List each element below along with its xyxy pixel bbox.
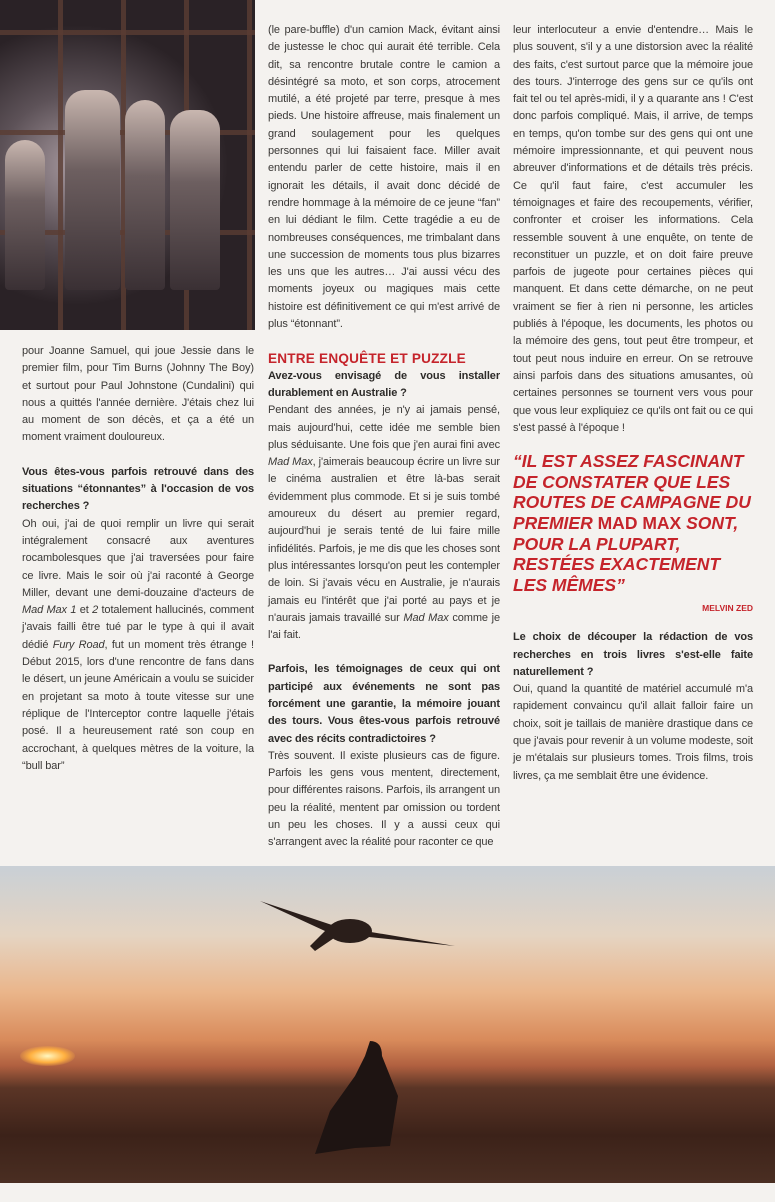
interview-question xyxy=(268,368,500,403)
article-column-3 xyxy=(513,22,753,437)
interview-question xyxy=(22,464,254,516)
text: , j'aimerais beaucoup écrire un livre sur le cinéma australien et être là-bas serait évidemment plus commode. Et si je suis tombé amoureux du désert au premier regard, aujourd'hui je serais tenté de lui faire mille infidélités. Parfois, je me dis que les choses sont plus intéressantes lorsqu'on peut les contempler de loin. Si j'avais vécu en Australie, je n'aurais jamais eu l'intérêt que j'ai porté au pays et je n'aurais jamais travaillé sur xyxy=(268,456,500,624)
paragraph xyxy=(513,681,753,785)
paragraph xyxy=(22,516,254,775)
film-still-costumed-actors xyxy=(0,0,255,330)
figure xyxy=(170,110,220,290)
paragraph xyxy=(268,22,500,333)
figure xyxy=(65,90,120,290)
text: comme je l'ai fait. xyxy=(268,611,501,642)
section-heading xyxy=(268,350,500,367)
text: totalement hallucinés, comment j'avais failli être tué par le type à qui il avait dédié xyxy=(22,604,254,651)
italic-title: Mad Max 1 xyxy=(22,604,77,617)
sun xyxy=(20,1046,75,1066)
paragraph xyxy=(22,343,254,447)
article-column-2 xyxy=(268,22,500,852)
figure-in-cloak xyxy=(310,1036,405,1156)
paragraph xyxy=(513,22,753,437)
text: Avez-vous envisagé de vous installer durablement en Australie ? xyxy=(268,369,500,399)
text: pour Joanne Samuel, qui joue Jessie dans le premier film, pour Tim Burns (Johnny The Boy) et surtout pour Paul Johnstone (Cundalini) qui nous a quittés l'année dernière. J'étais chez lui au moment de son décès, et ça a été un moment vraiment douloureux. xyxy=(22,345,254,444)
film-still-desert-sunset xyxy=(0,866,775,1183)
figure xyxy=(125,100,165,290)
text: leur interlocuteur a envie d'entendre… Mais le plus souvent, s'il y a une distorsion avec la réalité des faits, c'est surtout parce que la mémoire joue des tours. J'interroge des gens sur ce qu'ils ont fait tel ou tel après-midi, il y a quarante ans ! C'est donc parfois compliqué. Mais, il arrive, de temps en temps, qu'on tombe sur des gens qui ont une mémoire impressionnante, et qui peuvent nous abreuver d'informations et de détails très précis. Ce qu'il faut faire, c'est accumuler les témoignages et faire des recoupements, vérifier, confronter et croiser les informations. Cela ressemble souvent à une enquête, on tente de reconstituer un puzzle, et on doit faire preuve parfois de jugeote pour certaines pièces qui manquent. Et dans cette démarche, on ne peut vraiment se fier à rien ni personne, les articles publiés à l'époque, les documents, les photos ou la mémoire des gens, tout peut être trompeur, et tout peut nous induire en erreur. On se retrouve ainsi parfois dans des situations amusantes, où certaines personnes se tournent vers vous pour que vous leur expliquiez ce qu'ils ont fait ou ce qui s'est passé à l'époque ! xyxy=(513,24,753,434)
article-column-1 xyxy=(22,343,254,775)
text: Très souvent. Il existe plusieurs cas de figure. Parfois les gens vous mentent, directement, pour différentes raisons. Parfois, ils arrangent un peu la réalité, mentent par omission ou tordent un peu les choses. Il y a aussi ceux qui s'arrangent avec la réalité pour raconter ce que xyxy=(268,749,500,849)
interview-question xyxy=(513,629,753,681)
italic-title: Mad Max xyxy=(268,456,313,469)
pull-quote-text-end: SONT, POUR LA PLUPART, RESTÉES EXACTEMENT LES MÊMES” xyxy=(513,512,739,595)
text: Parfois, les témoignages de ceux qui ont participé aux événements ne sont pas forcément une garantie, la mémoire jouant des tours. Vous êtes-vous parfois retrouvé avec des récits contradictoires ? xyxy=(268,663,500,745)
left-column xyxy=(0,0,255,775)
italic-title: Fury Road xyxy=(52,638,105,651)
text: Oh oui, j'ai de quoi remplir un livre qui serait intégralement consacré aux aventures rocambolesques que j'ai traversées pour faire ce livre. Mais le soir où j'ai raconté à George Miller, devant une demi-douzaine d'acteurs de xyxy=(22,517,254,599)
text: Oui, quand la quantité de matériel accumulé m'a rapidement convaincu qu'il allait falloir faire un choix, soit je taillais de manière drastique dans ce que j'avais pour revenir à un volume modeste, soit je m'étalais sur plusieurs tomes. Trois films, trois livres, ça me semblait être une évidence. xyxy=(513,683,753,782)
paragraph xyxy=(268,748,500,852)
text: ENTRE ENQUÊTE ET PUZZLE xyxy=(268,351,466,367)
page-margin xyxy=(0,1183,775,1202)
italic-title: 2 xyxy=(92,604,99,617)
pull-quote xyxy=(513,451,753,595)
text: Vous êtes-vous parfois retrouvé dans des situations “étonnantes” à l'occasion de vos recherches ? xyxy=(22,465,254,513)
text: , fut un moment très étrange ! Début 2015, lors d'une rencontre de fans dans le désert, un jeune Américain a voulu se suicider en projetant sa moto à toute vitesse sur une réplique de l'Interceptor contre laquelle j'étais posé. Il a heureusement raté son coup en accrochant, à quelques mètres de la voiture, la “bull bar” xyxy=(22,638,254,772)
text: Pendant des années, je n'y ai jamais pensé, mais aujourd'hui, cette idée me semble bien plus séduisante. Une fois que j'en aurai fini avec xyxy=(268,404,500,451)
paragraph xyxy=(268,402,500,644)
pull-quote-author: MELVIN ZED xyxy=(702,603,753,614)
figure xyxy=(5,140,45,290)
pull-quote-film-title: MAD MAX xyxy=(597,512,682,533)
right-column xyxy=(513,22,753,785)
interview-question xyxy=(268,661,500,747)
text: Le choix de découper la rédaction de vos recherches en trois livres s'est-elle faite naturellement ? xyxy=(513,631,753,678)
text: (le pare-buffle) d'un camion Mack, évitant ainsi de justesse le choc qui aurait été terrible. Cela dit, sa rencontre brutale contre le camion a désintégré sa moto, et son corps, atrocement mutilé, a été projeté par terre, presque à mes pieds. Une histoire affreuse, mais finalement un grand soulagement pour les quelques personnes qui lui faisaient face. Miller avait entendu parler de cette histoire, mais il en ignorait les détails, il avait donc décidé de rendre hommage à la mémoire de ce jeune “fan” en lui dédiant le film. Cette tragédie a eu de nombreuses conséquences, me trimbalant dans une succession de moments tous plus bizarres les uns que les autres… J'ai aussi vécu des moments joyeux ou magiques mais cette histoire est définitivement ce qui m'est arrivé de plus “étonnant”. xyxy=(268,24,500,331)
italic-title: Mad Max xyxy=(403,611,449,624)
pull-quote-text: “IL EST ASSEZ FASCINANT DE CONSTATER QUE LES ROUTES DE CAMPAGNE DU PREMIER xyxy=(513,451,751,533)
text: et xyxy=(76,604,93,617)
article-column-3-bottom xyxy=(513,629,753,785)
airplane xyxy=(255,886,455,956)
